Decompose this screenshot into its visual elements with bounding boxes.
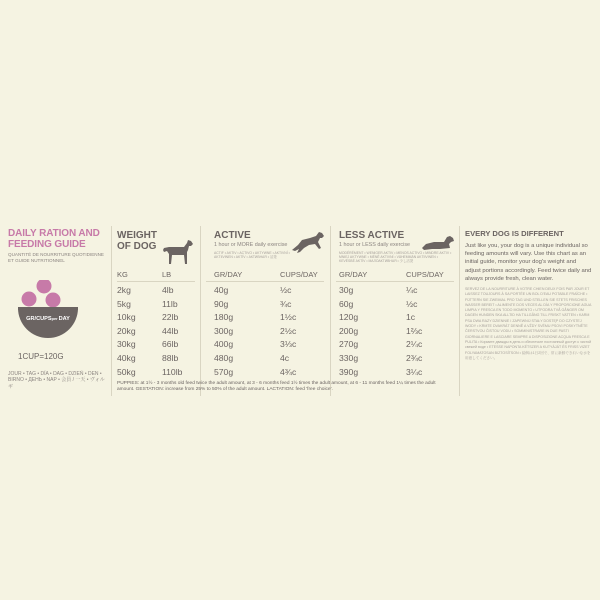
cell-active-gr: 180g — [214, 312, 234, 323]
col-header-active-cups: CUPS/DAY — [280, 270, 318, 279]
cell-less-gr: 200g — [339, 325, 359, 336]
dog-running-icon — [290, 228, 326, 256]
every-dog-title: EVERY DOG IS DIFFERENT — [465, 229, 564, 238]
cell-lb: 22lb — [162, 312, 179, 323]
feeding-guide-panel — [0, 218, 600, 400]
col-header-less-cups: CUPS/DAY — [406, 270, 444, 279]
cell-less-cups: 1c — [406, 312, 416, 323]
cell-lb: 88lb — [162, 353, 179, 363]
table-row — [0, 366, 600, 379]
cell-less-cups: 3¼c — [406, 366, 423, 377]
cell-lb: 66lb — [162, 339, 179, 350]
cell-less-gr: 120g — [339, 312, 359, 323]
cell-lb: 110lb — [162, 366, 183, 377]
less-active-translations: MODÉRÉMENT • WENIGER AKTIV • MENOS ACTIVO • MINDRE AKTIV • MNIEJ AKTYWNE • MÉNĚ AKTIVNÍ • VÄHEMMÄN AKTIIVINEN • KEVÉSBÉ AKTÍV • МАЛОАКТИВНАЯ • 少し活発 — [339, 251, 452, 264]
cell-active-cups: 4¾c — [280, 366, 297, 377]
cell-less-cups: 2¾c — [406, 353, 423, 363]
active-subheading: 1 hour or MORE daily exercise — [214, 242, 288, 248]
cell-kg: 20kg — [117, 325, 136, 336]
col-header-less-gr: GR/DAY — [339, 270, 368, 279]
cell-active-gr: 400g — [214, 339, 234, 350]
col-header-kg: KG — [117, 270, 128, 279]
day-translations: JOUR • TAG • DÍA • DAG • DZIEŃ • DEN • BIRNO • ДЕНЬ • NAP • 会員 / 一天 • ヴォルギ — [8, 371, 105, 390]
cell-active-cups: 2½c — [280, 325, 297, 336]
active-translations: ACTIF • AKTIV • ACTIVO • AKTYWNE • AKTIVNÍ • AKTIIVINEN • AKTÍV • АКТИВНАЯ • 活発 — [214, 251, 290, 260]
cell-active-cups: ¾c — [280, 298, 292, 309]
cup-equivalence: 1CUP=120G — [18, 352, 64, 361]
cell-active-gr: 40g — [214, 285, 229, 295]
bowl-label-small: per — [51, 317, 58, 321]
less-active-subheading: 1 hour or LESS daily exercise — [339, 242, 411, 248]
less-active-heading: LESS ACTIVE — [339, 230, 405, 241]
cell-lb: 44lb — [162, 325, 179, 336]
cell-active-cups: 4c — [280, 353, 290, 363]
header-rule — [206, 281, 324, 282]
cell-less-gr: 30g — [339, 285, 354, 295]
cell-kg: 5kg — [117, 298, 131, 309]
cell-less-gr: 270g — [339, 339, 359, 350]
header-rule — [117, 281, 195, 282]
cell-kg: 2kg — [117, 285, 131, 295]
weight-heading: WEIGHT OF DOG — [117, 230, 157, 252]
cell-active-gr: 480g — [214, 353, 234, 363]
cell-less-cups: ¼c — [406, 285, 418, 295]
cell-less-cups: 2¼c — [406, 339, 423, 350]
cell-less-gr: 330g — [339, 353, 359, 363]
cell-active-gr: 90g — [214, 298, 229, 309]
every-dog-body: Just like you, your dog is a unique individual so feeding amounts will vary. Use this chart as an initial guide, monitor your dog's weight and adjust portions accordingly. Feed twice daily and always provide fresh, clean water. — [465, 243, 592, 282]
bowl-label: GR/CUPS — [26, 316, 52, 322]
cell-active-gr: 300g — [214, 325, 234, 336]
cell-lb: 11lb — [162, 298, 178, 309]
active-heading: ACTIVE — [214, 230, 251, 241]
cell-kg: 30kg — [117, 339, 136, 350]
bowl-label-end: DAY — [58, 316, 70, 322]
guide-title-block — [8, 228, 108, 263]
cell-kg: 10kg — [117, 312, 136, 323]
cell-kg: 50kg — [117, 366, 136, 377]
cell-active-cups: ½c — [280, 285, 292, 295]
dog-lying-icon — [420, 232, 456, 252]
dog-standing-icon — [160, 238, 194, 266]
cell-less-cups: 1⅔c — [406, 325, 423, 336]
cell-less-gr: 390g — [339, 366, 359, 377]
cell-active-gr: 570g — [214, 366, 234, 377]
col-header-lb: LB — [162, 270, 172, 279]
cell-kg: 40kg — [117, 353, 136, 363]
every-dog-translations: SERVEZ DE LA NOURRITURE À VOTRE CHIEN DEUX FOIS PAR JOUR ET LAISSEZ TOUJOURS À SA PORTÉE UN BOL D'EAU POTABLE FRAÎCHE • FÜTTERN SIE ZWEIMAL PRO TAG UND STELLEN SIE STETS FRISCHES WASSER BEREIT • ALIMENTE DOS VECES AL DÍA Y PROPORCIONE AGUA LIMPIA Y FRESCA EN TODO MOMENTO • UTFODRA TVÅ GÅNGER OM DAGEN HUNDEN SKA ALLTID HA TILLGÅNG TILL FRISKT VATTEN • KARM PSA DWA RAZY DZIENNIE I ZAPEWNIJ STAŁY DOSTĘP DO CZYSTEJ WODY • KRMTE DVAKRÁT DENNĚ A VŽDY SVÉMU PSOVI POSKYTNĚTE ČERSTVOU ČISTOU VODU • SOMMINISTRARE IN DUE PASTI GIORNALIERE E LASCIARE SEMPRE A DISPOSIZIONE ACQUA FRESCA E PULITA • Кормите дважды в день и обеспечьте постоянный доступ к чистой свежей воде • ETESSE NAPONTA KÉTSZER A KUTYÁJÁT ÉS FRISS VIZET FOLYAMATOSAN BIZTOSÍTSON • 給餌は1日2回で、常に新鮮できれいな水を用意してください。 — [465, 287, 592, 360]
cell-less-cups: ½c — [406, 298, 418, 309]
col-header-active-gr: GR/DAY — [214, 270, 243, 279]
cell-active-cups: 3⅓c — [280, 339, 297, 350]
cell-lb: 4lb — [162, 285, 174, 295]
guide-subtitle: QUANTITÉ DE NOURRITURE QUOTIDIENNE ET GUIDE NUTRITIONNEL — [8, 252, 104, 263]
header-rule — [336, 281, 454, 282]
cell-active-cups: 1½c — [280, 312, 297, 323]
guide-title: DAILY RATION AND FEEDING GUIDE — [8, 228, 100, 250]
cell-less-gr: 60g — [339, 298, 354, 309]
puppy-footnote: PUPPIES: at 1½ - 3 months old feed twice the adult amount, at 3 - 6 months feed 1½ times the adult amount, at 6 - 11 months feed 1¼ times the adult amount. GESTATION: increase from 25% to 50% of the adult amount. LACTATION: feed 'free choice'. — [117, 381, 436, 393]
